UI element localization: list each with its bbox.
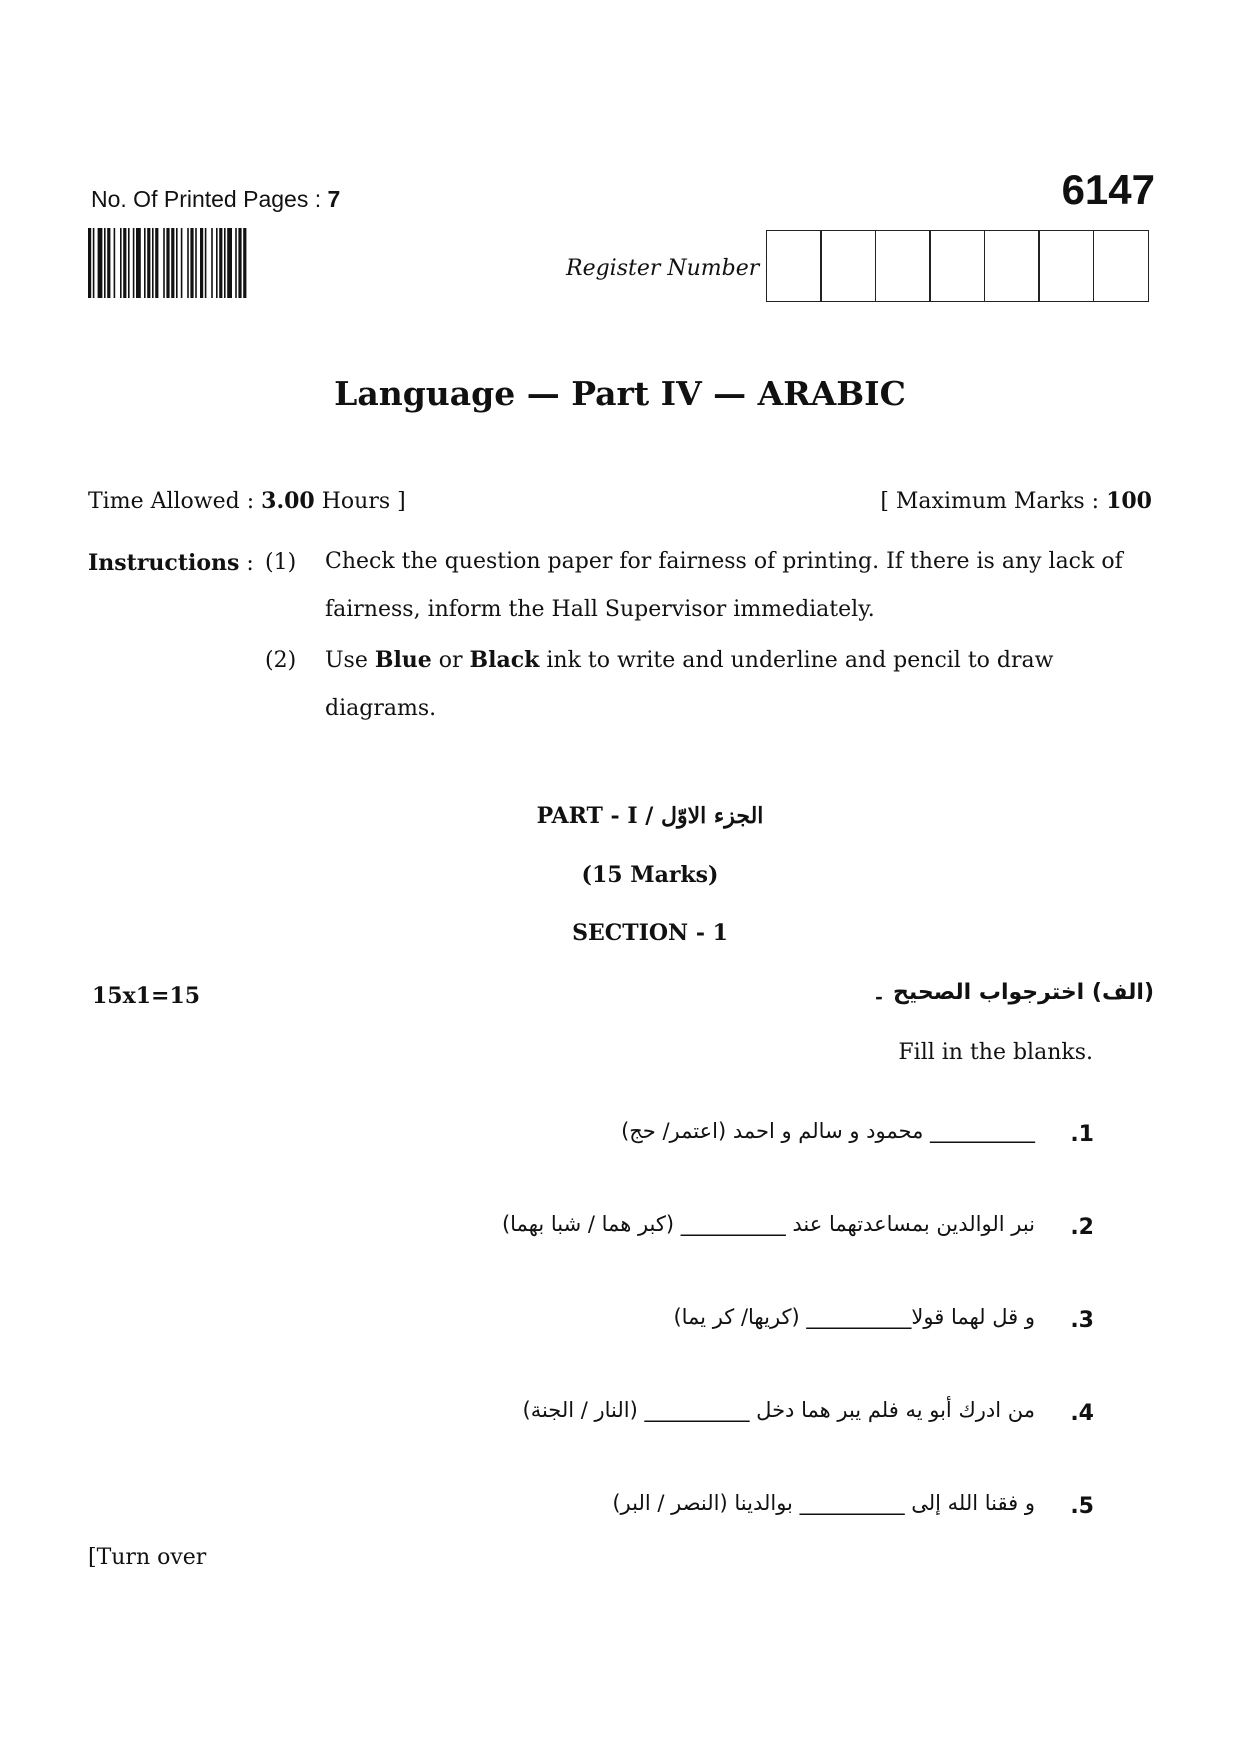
marks-scheme: 15x1=15	[92, 983, 201, 1009]
time-allowed-suffix: Hours ]	[321, 489, 406, 514]
barcode	[88, 228, 338, 298]
maximum-marks	[880, 488, 1152, 514]
register-digit-box[interactable]	[984, 230, 1040, 302]
question-number: .4	[1070, 1401, 1094, 1426]
register-digit-box[interactable]	[1038, 230, 1094, 302]
register-digit-box[interactable]	[820, 230, 876, 302]
instruction-number: (1)	[265, 550, 297, 575]
register-digit-box[interactable]	[766, 230, 822, 302]
question-text: من ادرك أبو يه فلم يبر هما دخل __________ (النار / الجنة)	[522, 1398, 1035, 1422]
register-digit-box[interactable]	[929, 230, 985, 302]
part-marks: (15 Marks)	[581, 862, 719, 888]
question-number: .3	[1070, 1308, 1094, 1333]
printed-pages-value: 7	[327, 186, 341, 212]
instruction-text: Use Blue or Black ink to write and underline and pencil to draw diagrams.	[325, 647, 1054, 721]
question-number: .5	[1070, 1494, 1094, 1519]
time-allowed-label: Time Allowed :	[88, 489, 255, 514]
register-number-label: Register Number	[566, 256, 760, 281]
maximum-marks-value: 100	[1106, 488, 1152, 514]
question-text: نبر الوالدين بمساعدتهما عند __________ (كبر هما / شبا بهما)	[501, 1212, 1035, 1236]
question-text: و فقنا الله إلى __________ بوالدينا (النصر / البر)	[612, 1491, 1035, 1515]
question-number: .2	[1070, 1215, 1094, 1240]
register-digit-box[interactable]	[1093, 230, 1149, 302]
paper-code: 6147	[1061, 166, 1155, 213]
instruction-number: (2)	[265, 648, 297, 673]
question-number: .1	[1070, 1122, 1094, 1147]
time-allowed-value: 3.00	[261, 488, 315, 514]
part-heading: PART - I / الجزء الاوّل	[536, 803, 764, 829]
instruction-text: Check the question paper for fairness of printing. If there is any lack of fairness, inform the Hall Supervisor immediately.	[325, 549, 1123, 622]
register-number-boxes[interactable]	[767, 230, 1149, 302]
question-text: و قل لهما قولا__________ (كريها/ كر يما)	[673, 1305, 1035, 1329]
section-heading: SECTION - 1	[572, 920, 728, 946]
turn-over-note: [Turn over	[88, 1545, 207, 1570]
time-allowed	[88, 488, 406, 514]
question-text: __________ محمود و سالم و احمد (اعتمر/ حج)	[621, 1119, 1035, 1143]
instructions-label: Instructions :	[88, 550, 254, 576]
register-digit-box[interactable]	[875, 230, 931, 302]
printed-pages-label: No. Of Printed Pages :	[91, 186, 322, 212]
paper-title: Language — Part IV — ARABIC	[334, 374, 906, 413]
maximum-marks-label: [ Maximum Marks :	[880, 489, 1100, 514]
section-a-instruction: (الف) اخترجواب الصحيح ۔	[872, 980, 1154, 1005]
printed-pages	[91, 186, 340, 213]
fill-in-instruction: Fill in the blanks.	[898, 1040, 1093, 1065]
